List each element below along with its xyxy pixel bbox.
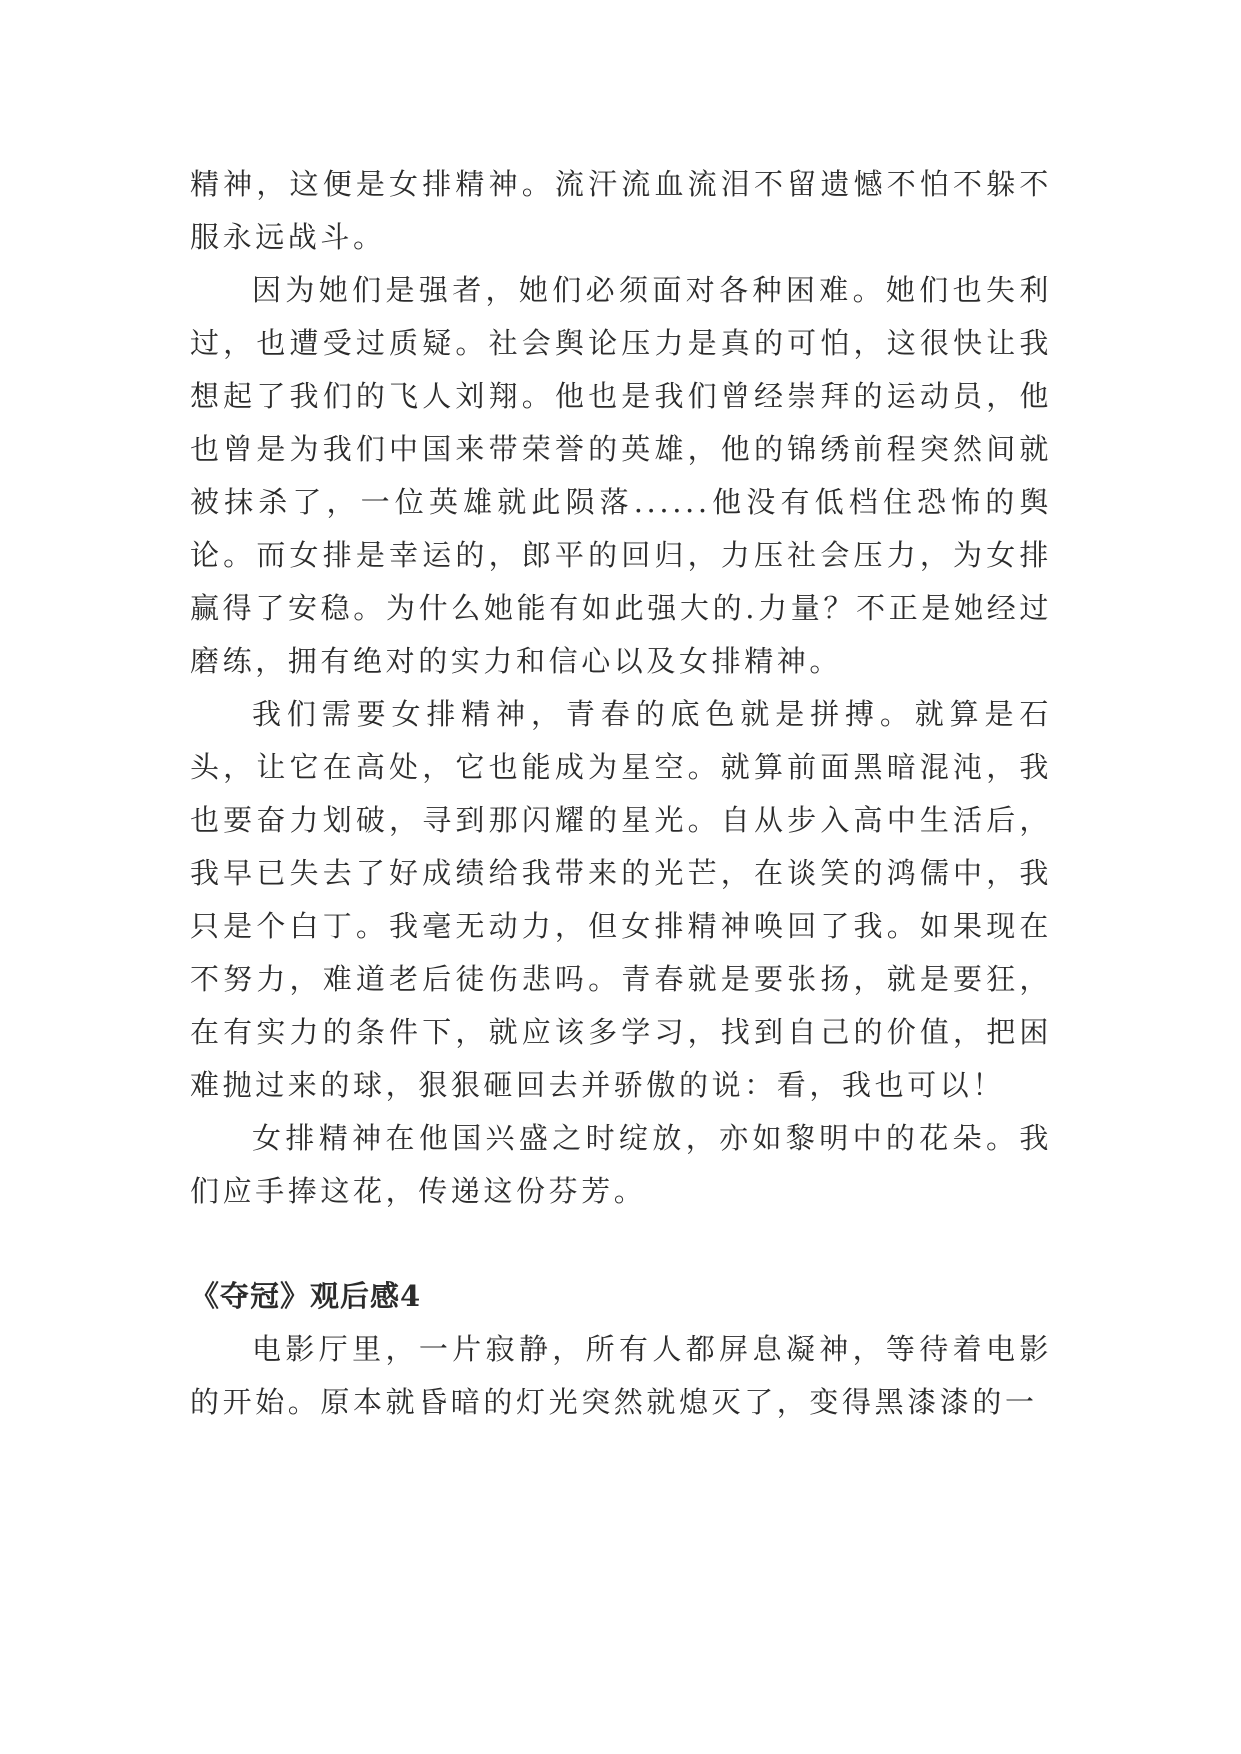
paragraph-youth: 我们需要女排精神，青春的底色就是拼搏。就算是石头，让它在高处，它也能成为星空。就算前面黑暗混沌，我也要奋力划破，寻到那闪耀的星光。自从步入高中生活后，我早已失去了好成绩给我带来的光芒，在谈笑的鸿儒中，我只是个白丁。我毫无动力，但女排精神唤回了我。如果现在不努力，难道老后徒伤悲吗。青春就是要张扬，就是要狂，在有实力的条件下，就应该多学习，找到自己的价值，把困难抛过来的球，狠狠砸回去并骄傲的说：看，我也可以！ <box>190 697 1052 1102</box>
paragraph-strong-ones: 因为她们是强者，她们必须面对各种困难。她们也失利过，也遭受过质疑。社会舆论压力是真的可怕，这很快让我想起了我们的飞人刘翔。他也是我们曾经崇拜的运动员，他也曾是为我们中国来带荣誉的英雄，他的锦绣前程突然间就被抹杀了，一位英雄就此陨落......他没有低档住恐怖的舆论。而女排是幸运的，郎平的回归，力压社会压力，为女排赢得了安稳。为什么她能有如此强大的.力量？不正是她经过磨练，拥有绝对的实力和信心以及女排精神。 <box>190 273 1052 678</box>
paragraph-cinema: 电影厅里，一片寂静，所有人都屏息凝神，等待着电影的开始。原本就昏暗的灯光突然就熄灭了，变得黑漆漆的一 <box>190 1332 1052 1419</box>
paragraph-closing: 女排精神在他国兴盛之时绽放，亦如黎明中的花朵。我们应手捧这花，传递这份芬芳。 <box>190 1121 1052 1208</box>
document-page <box>190 158 1052 1429</box>
paragraph-continuation: 精神，这便是女排精神。流汗流血流泪不留遗憾不怕不躲不服永远战斗。 <box>190 167 1052 254</box>
section-heading: 《夺冠》观后感4 <box>190 1279 422 1313</box>
